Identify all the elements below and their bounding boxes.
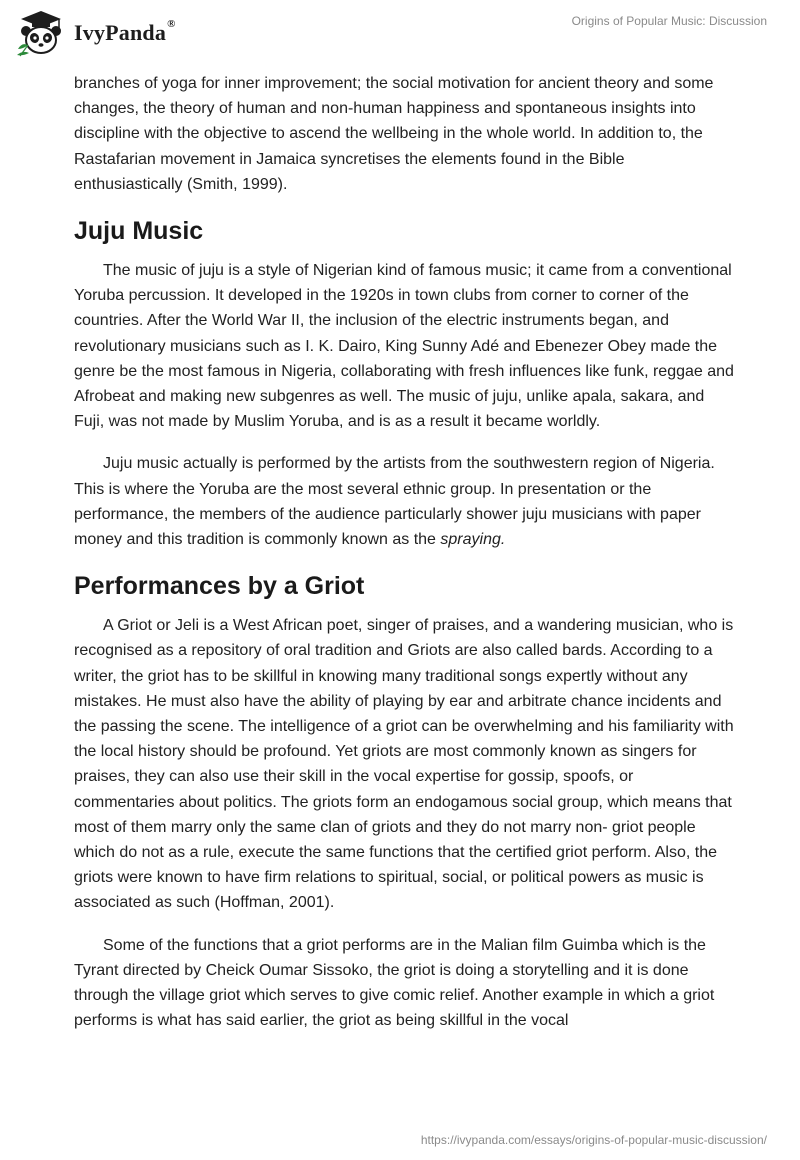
brand-name: IvyPanda® — [74, 18, 176, 45]
intro-paragraph: branches of yoga for inner improvement; the social motivation for ancient theory and some changes, the theory of human and non-human happiness and spontaneous insights into discipline with the objective to ascend the wellbeing in the whole world. In addition to, the Rastafarian movement in Jamaica syncretises the elements found in the Bible enthusiastically (Smith, 1999). — [74, 75, 714, 193]
paragraph: A Griot or Jeli is a West African poet, singer of praises, and a wandering musician, who is recognised as a repository of oral tradition and Griots are also called bards. According to a writer, the griot has to be skillful in knowing many traditional songs expertly without any mistakes. He must also have the ability of playing by ear and arbitrate chance incidents and the passing the scene. The intelligence of a griot can be overwhelming and his familiarity with the local history should be profound. Yet griots are most commonly known as singers for praises, they can also use their skill in the vocal expertise for gossip, spoofs, or commentaries about politics. The griots form an endogamous social group, which means that most of them marry only the same clan of griots and they do not marry non- griot people which do not as a rule, execute the same functions that the certified griot perform. Also, the griots were known to have firm relations to spiritual, social, or political powers as music is associated as such (Hoffman, 2001). — [74, 617, 734, 912]
paragraph-text: Juju music actually is performed by the artists from the southwestern region of Nigeria. This is where the Yoruba are the most several ethnic group. In presentation or the performance, the members of the audience particularly shower juju musicians with paper money and this tradition is commonly known as the — [74, 455, 715, 549]
registered-mark: ® — [167, 18, 176, 30]
document-title: Origins of Popular Music: Discussion — [571, 14, 767, 28]
section-heading-griot: Performances by a Griot — [74, 572, 365, 601]
emphasis-term: spraying. — [440, 531, 506, 549]
source-url[interactable]: https://ivypanda.com/essays/origins-of-popular-music-discussion/ — [420, 1133, 767, 1147]
paragraph: Some of the functions that a griot performs are in the Malian film Guimba which is the Tyrant directed by Cheick Oumar Sissoko, the griot is doing a storytelling and it is done through the village griot which serves to give comic relief. Another example in which a griot performs is what has said earlier, the griot as being skillful in the vocal — [74, 936, 715, 1030]
section-heading-juju-music: Juju Music — [74, 217, 204, 246]
brand-logo-link[interactable] — [14, 9, 176, 57]
page-header — [0, 0, 800, 66]
paragraph — [74, 451, 734, 552]
paragraph: The music of juju is a style of Nigerian kind of famous music; it came from a conventional Yoruba percussion. It developed in the 1920s in town clubs from corner to corner of the countries. After the World War II, the inclusion of the electric instruments began, and revolutionary musicians such as I. K. Dairo, King Sunny Adé and Ebenezer Obey made the genre be the most famous in Nigeria, collaborating with fresh influences like funk, reggae and Afrobeat and making new subgenres as well. The music of juju, unlike apala, sakara, and Fuji, was not made by Muslim Yoruba, and is as a result it became worldly. — [74, 262, 734, 431]
essay-content — [74, 71, 734, 1051]
panda-graduate-icon — [14, 9, 68, 57]
